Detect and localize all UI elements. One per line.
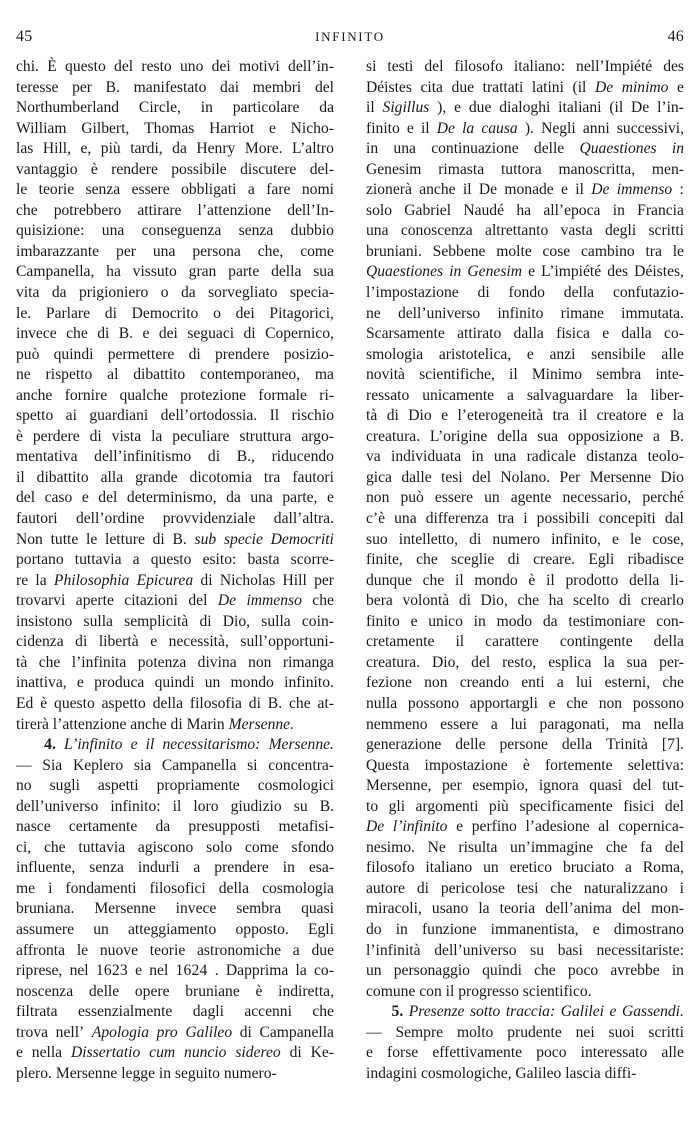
text-line: si testi del filosofo italiano: nell’Impiété des — [366, 58, 684, 75]
text-line: è perdere di vista la peculiare struttura argo- — [16, 427, 334, 445]
column-right — [366, 57, 684, 1082]
text-line: William Gilbert, Thomas Harriot e Nicho- — [16, 119, 334, 137]
running-head-title: INFINITO — [315, 29, 385, 44]
text-line: tirerà l’attenzione anche di Marin Mersenne. — [16, 715, 294, 733]
text-line: ne dell’universo infinito rimane immutata. — [366, 304, 684, 322]
text-line: il dibattito alla grande dicotomia tra fautori — [16, 468, 334, 486]
text-line: in una continuazione delle Quaestiones in — [366, 140, 684, 158]
text-line: l’infinità dell’universo su basi necessitariste: — [366, 941, 684, 959]
text-line: bruniani. Sebbene molte cose cambino tra le — [366, 242, 684, 260]
text-line: va individuata in una radicale distanza teolo- — [366, 448, 684, 466]
text-line: finite, che sceglie di creare. Egli ribadisce — [366, 551, 684, 569]
text-line: las Hill, e, più tardi, da Henry More. L’altro — [16, 140, 334, 158]
text-line: Campanella, ha vissuto gran parte della sua — [16, 263, 334, 281]
text-line: mentativa dell’infinitismo di B., riducendo — [16, 448, 334, 466]
text-line: novità scientifiche, il Minimo sembra inte- — [366, 366, 684, 384]
text-line: anche fornire qualche protezione formale ri- — [16, 386, 334, 404]
text-line: bruniana. Mersenne invece sembra quasi — [16, 900, 334, 918]
text-line: un personaggio quindi che poco avrebbe in — [366, 962, 684, 980]
text-line: De l’infinito e perfino l’adesione al copernica- — [366, 818, 684, 836]
text-line: cretamente il carattere contingente della — [366, 633, 684, 651]
text-line: dunque che il mondo è il prodotto della li- — [366, 571, 684, 589]
text-line: nasce certamente da presupposti metafisi- — [16, 818, 334, 836]
text-line: quisizione: una conseguenza senza dubbio — [16, 222, 334, 240]
text-line: fezione non creando enti a lui esterni, che — [366, 674, 684, 692]
text-line: invece che di B. e dei seguaci di Copernico, — [16, 325, 334, 343]
text-line: influente, senza indurli a prendere in esa- — [16, 859, 334, 877]
text-line: il Sigillus ), e due dialoghi italiani (il De l’in- — [366, 99, 684, 117]
text-line: dell’universo infinito: il loro giudizio su B. — [16, 797, 334, 815]
text-line: Non tutte le letture di B. sub specie Democriti — [16, 530, 334, 548]
text-line: teresse per B. manifestato dai membri del — [16, 78, 334, 96]
text-line: plero. Mersenne legge in seguito numero- — [16, 1064, 277, 1082]
text-line: bera volontà di Dio, che ha scelto di crearlo — [366, 592, 684, 610]
text-line: vantaggio è rendere possibile discutere del- — [16, 160, 334, 178]
text-line: vita da prigioniero o da sorvegliato specia- — [16, 284, 334, 302]
text-line: Quaestiones in Genesim e L’impiété des Déistes, — [366, 263, 684, 281]
text-line: può quindi permettere di prendere posizio- — [16, 345, 334, 363]
text-line: no sugli aspetti propriamente cosmologici — [16, 777, 334, 795]
text-line: filosofo italiano un eretico bruciato a Roma, — [366, 859, 684, 877]
text-line: ne rispetto al dibattito contemporaneo, ma — [16, 366, 334, 384]
text-line: ressato unicamente a salvaguardare la liber- — [366, 386, 684, 404]
text-line: portano tuttavia a questo esito: basta scorre- — [16, 551, 334, 569]
text-line: 5. Presenze sotto traccia: Galilei e Gassendi. — [391, 1003, 684, 1021]
text-line: le teorie senza essere obbligati a fare nomi — [16, 181, 334, 199]
text-line: cidenza di libertà e necessità, sull’opportuni- — [16, 633, 334, 651]
text-line: noscenza delle opere bruniane è indiretta, — [16, 982, 334, 1000]
text-line: Déistes cita due trattati latini (il De minimo e — [366, 78, 684, 96]
text-line: zionerà anche il De monade e il De immenso : — [366, 181, 684, 199]
text-line: affronta le nuove teorie astronomiche a due — [16, 941, 334, 959]
text-line: nemmeno essere a lui paragonati, ma nella — [366, 715, 684, 733]
text-line: ci, che tuttavia agiscono solo come sfondo — [16, 838, 334, 856]
text-body — [16, 57, 684, 1082]
text-line: assumere un atteggiamento opposto. Egli — [16, 920, 334, 938]
text-line: Questa impostazione è fortemente selettiva: — [366, 756, 684, 774]
text-line: smologia aristotelica, e anzi sensibile alle — [366, 345, 684, 363]
text-line: miracoli, usano la teoria dell’anima del mon- — [366, 900, 684, 918]
text-line: inattiva, e produca quindi un mondo infinito. — [16, 674, 334, 692]
text-line: gica dalle tesi del Nolano. Per Mersenne Dio — [366, 468, 684, 486]
text-line: e nella Dissertatio cum nuncio sidereo di Ke- — [16, 1044, 334, 1062]
text-line: creatura. L’origine della sua opposizione a B. — [366, 427, 684, 445]
text-line: me i fondamenti filosofici della cosmologia — [16, 879, 334, 897]
text-line: finito e il De la causa ). Negli anni successivi, — [366, 119, 684, 137]
text-line: autore di pericolose tesi che naturalizzano i — [366, 879, 684, 897]
text-line: imbarazzante per una persona che, come — [16, 242, 334, 260]
text-line: e forse effettivamente poco interessato alle — [366, 1044, 684, 1062]
text-line: re la Philosophia Epicurea di Nicholas Hill per — [16, 571, 334, 589]
folio-number-verso: 45 — [16, 28, 33, 45]
text-line: che potrebbero attirare l’attenzione dell’In- — [16, 201, 334, 219]
text-line: tà di Dio e l’eterogeneità tra il creatore e la — [366, 407, 684, 425]
text-line: — Sia Keplero sia Campanella si concentra- — [16, 756, 334, 774]
folio-number-recto: 46 — [667, 28, 684, 45]
column-left — [16, 57, 334, 1082]
text-line: tà che l’infinita potenza divina non rimanga — [16, 653, 334, 671]
text-line: filtrata essenzialmente dagli accenni che — [16, 1003, 334, 1021]
text-line: creatura. Dio, del resto, esplica la sua per- — [366, 653, 684, 671]
text-line: do in funzione immanentista, e dimostrano — [366, 920, 684, 938]
text-line: chi. È questo del resto uno dei motivi dell’in- — [16, 58, 334, 75]
text-line: comune con il progresso scientifico. — [366, 982, 592, 1000]
text-line: Northumberland Circle, in particolare da — [16, 99, 334, 117]
text-line: finito e unico in modo da testimoniare con- — [366, 612, 684, 630]
text-line: del caso e del determinismo, da una parte, e — [16, 489, 334, 507]
text-line: to gli argomenti più specificamente fisici del — [366, 797, 684, 815]
text-line: solo Gabriel Naudé ha all’epoca in Francia — [366, 201, 684, 219]
text-line: le. Parlare di Democrito o dei Pitagorici, — [16, 304, 334, 322]
text-line: c’è una differenza tra i possibili concepiti dal — [366, 510, 684, 528]
text-line: trovarvi aperte citazioni del De immenso che — [16, 592, 334, 610]
text-line: Ed è questo aspetto della filosofia di B. che at- — [16, 694, 334, 712]
text-line: generazione delle persone della Trinità [7]. — [366, 736, 684, 754]
text-line: trova nell’ Apologia pro Galileo di Campanella — [16, 1023, 334, 1041]
text-line: Mersenne, per esempio, ignora quasi del tut- — [366, 777, 684, 795]
text-line: — Sempre molto prudente nei suoi scritti — [366, 1023, 684, 1041]
text-line: l’impostazione di fondo della confutazio- — [366, 284, 684, 302]
text-line: non può essere un agente necessario, perché — [366, 489, 684, 507]
text-line: Genesim rimasta tuttora manoscritta, men- — [366, 160, 684, 178]
text-line: riprese, nel 1623 e nel 1624 . Dapprima la co- — [16, 962, 334, 980]
text-line: 4. L’infinito e il necessitarismo: Mersenne. — [44, 736, 334, 754]
text-line: nulla possono apportargli e che non possono — [366, 694, 684, 712]
text-line: fautori dell’ordine provvidenziale dall’altra. — [16, 510, 334, 528]
text-line: indagini cosmologiche, Galileo lascia diffi- — [366, 1064, 637, 1082]
text-line: spetto ai guardiani dell’ortodossia. Il rischio — [16, 407, 334, 425]
text-line: insistono sulla semplicità di Dio, sulla coin- — [16, 612, 334, 630]
running-head — [16, 26, 684, 48]
text-line: nesimo. Ne risulta un’immagine che fa del — [366, 838, 684, 856]
text-line: una conoscenza altrettanto vasta degli scritti — [366, 222, 684, 240]
text-line: Scarsamente attirato dalla fisica e dalla co- — [366, 325, 684, 343]
text-line: suo intelletto, di numero infinito, e le cose, — [366, 530, 684, 548]
